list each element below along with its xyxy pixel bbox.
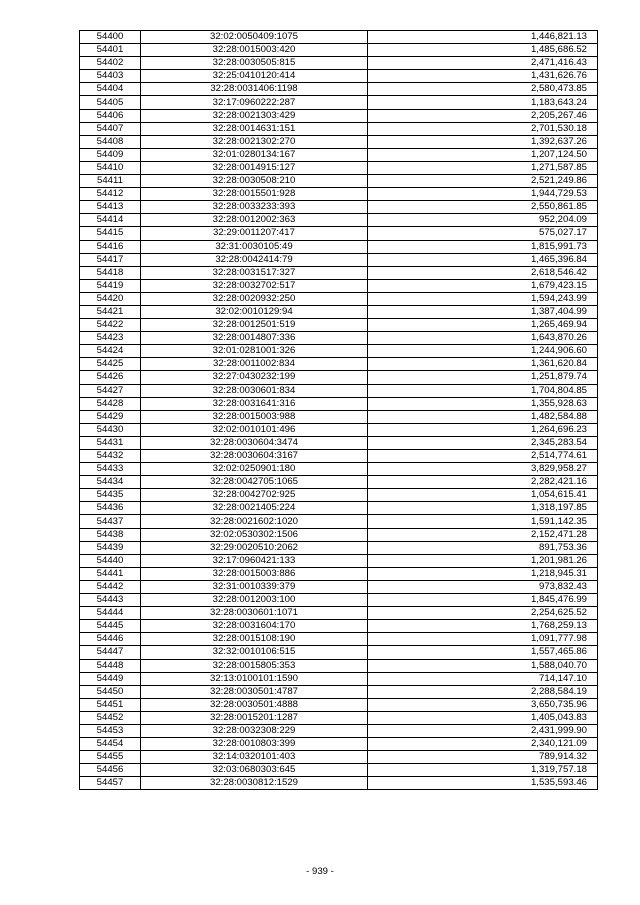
table-row (80, 489, 598, 502)
table-row (80, 541, 598, 554)
table-row (80, 410, 598, 423)
table-row (80, 371, 598, 384)
table-row (80, 96, 598, 109)
cadastral-number-cell: 32:02:0010129:94 (141, 305, 368, 318)
cadastral-value-cell: 2,471,416.43 (368, 57, 598, 70)
cadastral-value-cell: 2,514,774.61 (368, 450, 598, 463)
row-number-cell: 54420 (80, 292, 141, 305)
row-number-cell: 54407 (80, 122, 141, 135)
cadastral-number-cell: 32:28:0030501:4787 (141, 685, 368, 698)
row-number-cell: 54409 (80, 148, 141, 161)
cadastral-value-cell: 1,264,696.23 (368, 423, 598, 436)
cadastral-number-cell: 32:28:0030601:834 (141, 384, 368, 397)
cadastral-number-cell: 32:01:0280134:167 (141, 148, 368, 161)
table-row (80, 31, 598, 44)
cadastral-value-cell: 2,340,121.09 (368, 738, 598, 751)
cadastral-value-cell: 1,535,593.46 (368, 777, 598, 790)
table-row (80, 738, 598, 751)
table-row (80, 580, 598, 593)
row-number-cell: 54436 (80, 502, 141, 515)
cadastral-value-cell: 3,829,958.27 (368, 463, 598, 476)
table-row (80, 724, 598, 737)
table-row (80, 201, 598, 214)
cadastral-value-cell: 1,465,396.84 (368, 253, 598, 266)
cadastral-value-cell: 1,768,259.13 (368, 620, 598, 633)
cadastral-value-cell: 2,701,530.18 (368, 122, 598, 135)
table-row (80, 266, 598, 279)
row-number-cell: 54416 (80, 240, 141, 253)
cadastral-number-cell: 32:28:0015501:928 (141, 188, 368, 201)
row-number-cell: 54431 (80, 436, 141, 449)
table-row (80, 175, 598, 188)
row-number-cell: 54430 (80, 423, 141, 436)
cadastral-value-cell: 1,588,040.70 (368, 659, 598, 672)
row-number-cell: 54437 (80, 515, 141, 528)
table-row (80, 83, 598, 96)
cadastral-value-cell: 2,288,584.19 (368, 685, 598, 698)
table-row (80, 476, 598, 489)
cadastral-value-cell: 1,485,686.52 (368, 44, 598, 57)
cadastral-value-cell: 3,650,735.96 (368, 698, 598, 711)
cadastral-number-cell: 32:28:0015003:886 (141, 567, 368, 580)
cadastral-value-cell: 1,271,587.85 (368, 161, 598, 174)
row-number-cell: 54400 (80, 31, 141, 44)
cadastral-value-cell: 2,345,283.54 (368, 436, 598, 449)
cadastral-number-cell: 32:25:0410120:414 (141, 70, 368, 83)
cadastral-number-cell: 32:01:0281001:326 (141, 345, 368, 358)
cadastral-value-cell: 1,845,476.99 (368, 594, 598, 607)
row-number-cell: 54422 (80, 319, 141, 332)
cadastral-value-cell: 1,392,637.26 (368, 135, 598, 148)
table-row (80, 70, 598, 83)
row-number-cell: 54432 (80, 450, 141, 463)
cadastral-value-cell: 1,054,615.41 (368, 489, 598, 502)
row-number-cell: 54406 (80, 109, 141, 122)
table-row (80, 292, 598, 305)
row-number-cell: 54448 (80, 659, 141, 672)
table-row (80, 305, 598, 318)
table-row (80, 279, 598, 292)
row-number-cell: 54413 (80, 201, 141, 214)
cadastral-value-cell: 1,446,821.13 (368, 31, 598, 44)
cadastral-value-cell: 1,319,757.18 (368, 764, 598, 777)
cadastral-value-cell: 1,704,804.85 (368, 384, 598, 397)
table-row (80, 332, 598, 345)
cadastral-number-cell: 32:28:0030604:3167 (141, 450, 368, 463)
table-row (80, 319, 598, 332)
table-row (80, 436, 598, 449)
cadastral-value-cell: 714,147.10 (368, 672, 598, 685)
table-row (80, 214, 598, 227)
row-number-cell: 54451 (80, 698, 141, 711)
cadastral-number-cell: 32:28:0014807:336 (141, 332, 368, 345)
row-number-cell: 54404 (80, 83, 141, 96)
cadastral-value-cell: 2,282,421.16 (368, 476, 598, 489)
row-number-cell: 54450 (80, 685, 141, 698)
cadastral-number-cell: 32:31:0010339:379 (141, 580, 368, 593)
row-number-cell: 54445 (80, 620, 141, 633)
row-number-cell: 54449 (80, 672, 141, 685)
cadastral-value-cell: 1,244,906.60 (368, 345, 598, 358)
cadastral-value-cell: 2,254,625.52 (368, 607, 598, 620)
cadastral-value-cell: 952,204.09 (368, 214, 598, 227)
cadastral-number-cell: 32:28:0015003:988 (141, 410, 368, 423)
row-number-cell: 54411 (80, 175, 141, 188)
row-number-cell: 54454 (80, 738, 141, 751)
cadastral-number-cell: 32:28:0032702:517 (141, 279, 368, 292)
cadastral-value-cell: 1,679,423.15 (368, 279, 598, 292)
cadastral-value-cell: 2,205,267.46 (368, 109, 598, 122)
cadastral-value-cell: 1,944,729.53 (368, 188, 598, 201)
row-number-cell: 54447 (80, 646, 141, 659)
table-row (80, 450, 598, 463)
cadastral-number-cell: 32:28:0030508:210 (141, 175, 368, 188)
cadastral-value-cell: 1,594,243.99 (368, 292, 598, 305)
cadastral-number-cell: 32:28:0033233:393 (141, 201, 368, 214)
table-row (80, 672, 598, 685)
cadastral-number-cell: 32:28:0011002:834 (141, 358, 368, 371)
cadastral-value-cell: 2,521,249.86 (368, 175, 598, 188)
table-row (80, 384, 598, 397)
table-row (80, 711, 598, 724)
row-number-cell: 54452 (80, 711, 141, 724)
row-number-cell: 54401 (80, 44, 141, 57)
table-row (80, 109, 598, 122)
cadastral-number-cell: 32:03:0680303:645 (141, 764, 368, 777)
cadastral-value-cell: 1,265,469.94 (368, 319, 598, 332)
table-row (80, 554, 598, 567)
cadastral-number-cell: 32:28:0015805:353 (141, 659, 368, 672)
cadastral-number-cell: 32:17:0960421:133 (141, 554, 368, 567)
cadastral-number-cell: 32:13:0100101:1590 (141, 672, 368, 685)
cadastral-number-cell: 32:28:0042702:925 (141, 489, 368, 502)
table-row (80, 122, 598, 135)
cadastral-value-cell: 1,201,981.26 (368, 554, 598, 567)
cadastral-value-cell: 973,832.43 (368, 580, 598, 593)
cadastral-number-cell: 32:28:0042414:79 (141, 253, 368, 266)
row-number-cell: 54412 (80, 188, 141, 201)
row-number-cell: 54423 (80, 332, 141, 345)
row-number-cell: 54426 (80, 371, 141, 384)
cadastral-number-cell: 32:02:0250901:180 (141, 463, 368, 476)
cadastral-value-table (79, 30, 598, 790)
cadastral-value-cell: 2,580,473.85 (368, 83, 598, 96)
cadastral-number-cell: 32:28:0031641:316 (141, 397, 368, 410)
cadastral-number-cell: 32:14:0320101:403 (141, 751, 368, 764)
cadastral-number-cell: 32:02:0050409:1075 (141, 31, 368, 44)
cadastral-value-cell: 1,643,870.26 (368, 332, 598, 345)
cadastral-value-cell: 575,027.17 (368, 227, 598, 240)
cadastral-number-cell: 32:28:0030812:1529 (141, 777, 368, 790)
table-row (80, 57, 598, 70)
cadastral-number-cell: 32:28:0030501:4888 (141, 698, 368, 711)
page-number: - 939 - (306, 866, 334, 877)
table-row (80, 607, 598, 620)
cadastral-number-cell: 32:28:0021405:224 (141, 502, 368, 515)
table-row (80, 594, 598, 607)
cadastral-value-cell: 1,591,142.35 (368, 515, 598, 528)
row-number-cell: 54443 (80, 594, 141, 607)
cadastral-number-cell: 32:17:0960222:287 (141, 96, 368, 109)
row-number-cell: 54417 (80, 253, 141, 266)
row-number-cell: 54421 (80, 305, 141, 318)
cadastral-number-cell: 32:28:0031604:170 (141, 620, 368, 633)
row-number-cell: 54427 (80, 384, 141, 397)
row-number-cell: 54435 (80, 489, 141, 502)
cadastral-value-cell: 1,431,626.76 (368, 70, 598, 83)
table-row (80, 528, 598, 541)
cadastral-number-cell: 32:02:0010101:496 (141, 423, 368, 436)
cadastral-number-cell: 32:28:0030601:1071 (141, 607, 368, 620)
cadastral-number-cell: 32:28:0031406:1198 (141, 83, 368, 96)
cadastral-value-cell: 1,405,043.83 (368, 711, 598, 724)
row-number-cell: 54414 (80, 214, 141, 227)
table-row (80, 751, 598, 764)
cadastral-number-cell: 32:28:0030505:815 (141, 57, 368, 70)
table-row (80, 148, 598, 161)
table-row (80, 463, 598, 476)
cadastral-value-cell: 1,557,465.86 (368, 646, 598, 659)
row-number-cell: 54419 (80, 279, 141, 292)
cadastral-value-cell: 2,550,861.85 (368, 201, 598, 214)
cadastral-value-cell: 1,207,124.50 (368, 148, 598, 161)
table-row (80, 777, 598, 790)
table-row (80, 227, 598, 240)
cadastral-value-cell: 1,218,945.31 (368, 567, 598, 580)
cadastral-value-cell: 1,387,404.99 (368, 305, 598, 318)
table-row (80, 502, 598, 515)
row-number-cell: 54444 (80, 607, 141, 620)
table-row (80, 44, 598, 57)
cadastral-value-cell: 1,482,584.88 (368, 410, 598, 423)
table-row (80, 345, 598, 358)
row-number-cell: 54457 (80, 777, 141, 790)
table-row (80, 646, 598, 659)
table-row (80, 135, 598, 148)
table-body (80, 31, 598, 790)
cadastral-value-cell: 891,753.36 (368, 541, 598, 554)
row-number-cell: 54425 (80, 358, 141, 371)
cadastral-value-cell: 2,152,471.28 (368, 528, 598, 541)
row-number-cell: 54410 (80, 161, 141, 174)
table-row (80, 685, 598, 698)
cadastral-number-cell: 32:28:0014915:127 (141, 161, 368, 174)
row-number-cell: 54441 (80, 567, 141, 580)
table-row (80, 188, 598, 201)
row-number-cell: 54453 (80, 724, 141, 737)
cadastral-number-cell: 32:27:0430232:199 (141, 371, 368, 384)
cadastral-value-cell: 1,361,620.84 (368, 358, 598, 371)
cadastral-number-cell: 32:29:0011207:417 (141, 227, 368, 240)
row-number-cell: 54402 (80, 57, 141, 70)
row-number-cell: 54433 (80, 463, 141, 476)
cadastral-number-cell: 32:28:0032308:229 (141, 724, 368, 737)
table-row (80, 698, 598, 711)
table-row (80, 397, 598, 410)
cadastral-number-cell: 32:28:0031517:327 (141, 266, 368, 279)
table-row (80, 659, 598, 672)
cadastral-value-cell: 789,914.32 (368, 751, 598, 764)
cadastral-number-cell: 32:28:0012002:363 (141, 214, 368, 227)
row-number-cell: 54434 (80, 476, 141, 489)
table-row (80, 633, 598, 646)
table-row (80, 567, 598, 580)
row-number-cell: 54456 (80, 764, 141, 777)
cadastral-number-cell: 32:28:0042705:1065 (141, 476, 368, 489)
table-row (80, 253, 598, 266)
row-number-cell: 54403 (80, 70, 141, 83)
cadastral-value-cell: 1,251,879.74 (368, 371, 598, 384)
cadastral-value-cell: 1,318,197.85 (368, 502, 598, 515)
table-row (80, 620, 598, 633)
row-number-cell: 54440 (80, 554, 141, 567)
cadastral-number-cell: 32:28:0020932:250 (141, 292, 368, 305)
table-row (80, 161, 598, 174)
row-number-cell: 54424 (80, 345, 141, 358)
row-number-cell: 54418 (80, 266, 141, 279)
cadastral-value-cell: 1,355,928.63 (368, 397, 598, 410)
row-number-cell: 54455 (80, 751, 141, 764)
cadastral-number-cell: 32:32:0010106:515 (141, 646, 368, 659)
cadastral-value-cell: 2,431,999.90 (368, 724, 598, 737)
row-number-cell: 54405 (80, 96, 141, 109)
table-row (80, 764, 598, 777)
cadastral-number-cell: 32:28:0021302:270 (141, 135, 368, 148)
cadastral-value-cell: 1,091,777.98 (368, 633, 598, 646)
cadastral-number-cell: 32:29:0020510:2062 (141, 541, 368, 554)
row-number-cell: 54408 (80, 135, 141, 148)
row-number-cell: 54442 (80, 580, 141, 593)
table-row (80, 423, 598, 436)
cadastral-value-cell: 2,618,546.42 (368, 266, 598, 279)
row-number-cell: 54429 (80, 410, 141, 423)
cadastral-number-cell: 32:31:0030105:49 (141, 240, 368, 253)
row-number-cell: 54439 (80, 541, 141, 554)
cadastral-number-cell: 32:28:0015108:190 (141, 633, 368, 646)
cadastral-value-cell: 1,183,643.24 (368, 96, 598, 109)
cadastral-value-cell: 1,815,991.73 (368, 240, 598, 253)
row-number-cell: 54428 (80, 397, 141, 410)
cadastral-number-cell: 32:28:0021303:429 (141, 109, 368, 122)
cadastral-number-cell: 32:28:0030604:3474 (141, 436, 368, 449)
row-number-cell: 54415 (80, 227, 141, 240)
table-row (80, 240, 598, 253)
cadastral-number-cell: 32:28:0015201:1287 (141, 711, 368, 724)
cadastral-number-cell: 32:02:0530302:1506 (141, 528, 368, 541)
cadastral-number-cell: 32:28:0014631:151 (141, 122, 368, 135)
table-row (80, 515, 598, 528)
cadastral-number-cell: 32:28:0015003:420 (141, 44, 368, 57)
cadastral-number-cell: 32:28:0012003:100 (141, 594, 368, 607)
cadastral-number-cell: 32:28:0012501:519 (141, 319, 368, 332)
row-number-cell: 54438 (80, 528, 141, 541)
table-row (80, 358, 598, 371)
row-number-cell: 54446 (80, 633, 141, 646)
cadastral-number-cell: 32:28:0010803:399 (141, 738, 368, 751)
cadastral-number-cell: 32:28:0021602:1020 (141, 515, 368, 528)
